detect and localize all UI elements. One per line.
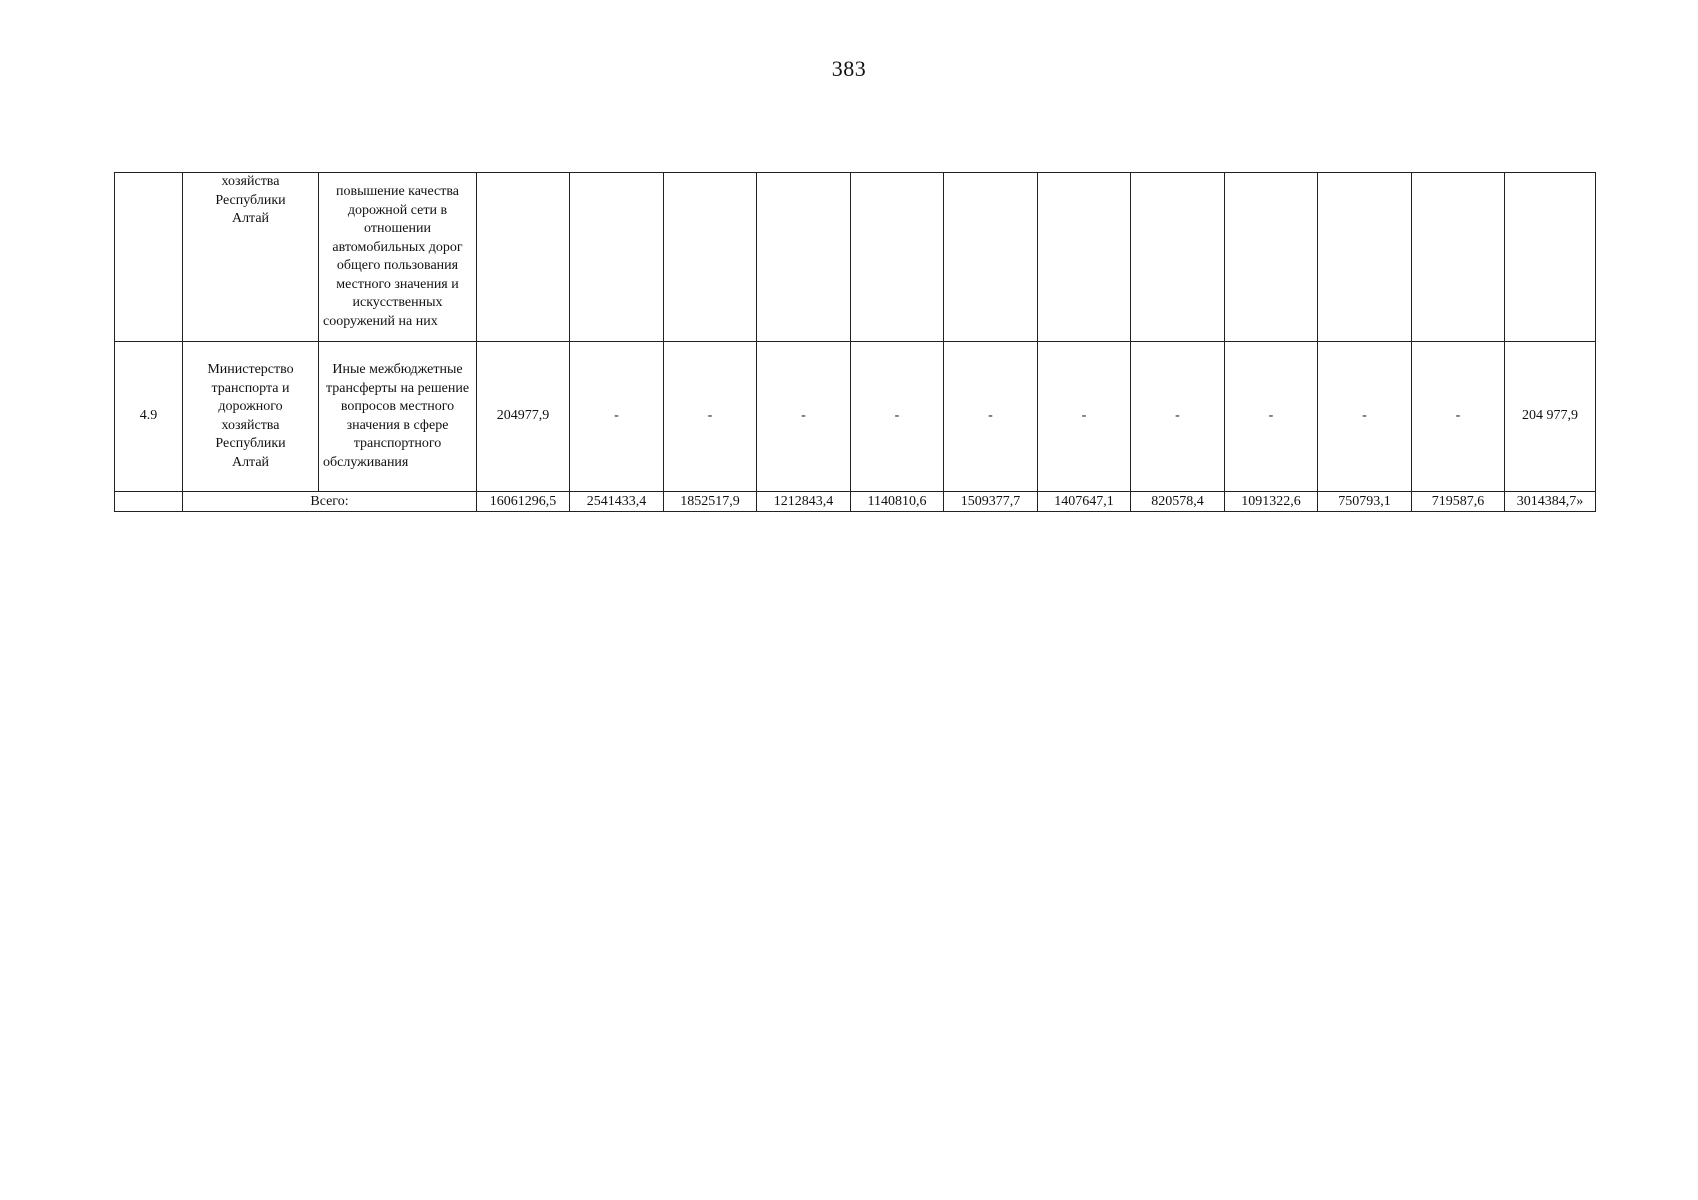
organization-line: Алтай — [231, 454, 270, 470]
value-cell: - — [757, 342, 851, 492]
value-cell — [477, 173, 570, 342]
table-row — [115, 342, 1596, 492]
total-value-cell: 1140810,6 — [851, 492, 944, 512]
description-cell: Иные межбюджетные трансферты на решение вопросов местного значения в сфере транспортного обслуживания — [319, 342, 477, 492]
value-cell — [1318, 173, 1412, 342]
total-value-cell: 820578,4 — [1131, 492, 1225, 512]
value-cell: - — [1038, 342, 1131, 492]
value-cell: - — [1131, 342, 1225, 492]
organization-cell — [183, 173, 319, 342]
page-number: 383 — [831, 56, 867, 81]
row-number-cell — [115, 492, 183, 512]
value-cell — [1038, 173, 1131, 342]
organization-cell — [183, 342, 319, 492]
organization-line: Министерство — [207, 362, 294, 377]
value-cell: - — [1318, 342, 1412, 492]
description-cell: повышение качества дорожной сети в отношении автомобильных дорог общего пользования местного значения и искусственных сооружений на них — [319, 173, 477, 342]
value-cell: 204 977,9 — [1505, 342, 1596, 492]
table-row — [115, 173, 1596, 342]
organization-line: Республики — [215, 436, 286, 451]
row-number-cell — [115, 173, 183, 342]
value-cell — [570, 173, 664, 342]
value-cell: - — [944, 342, 1038, 492]
value-cell — [1505, 173, 1596, 342]
value-cell — [1412, 173, 1505, 342]
total-value-cell: 1091322,6 — [1225, 492, 1318, 512]
value-cell — [664, 173, 757, 342]
total-value-cell: 3014384,7» — [1505, 492, 1596, 512]
total-value-cell: 1212843,4 — [757, 492, 851, 512]
total-label: Всего: — [183, 492, 477, 512]
total-value-cell: 2541433,4 — [570, 492, 664, 512]
organization-line: хозяйства — [221, 417, 280, 433]
organization-line: Алтай — [231, 211, 270, 226]
value-cell: - — [1412, 342, 1505, 492]
organization-line: Республики — [215, 192, 286, 208]
total-value-cell: 750793,1 — [1318, 492, 1412, 512]
total-value-cell: 719587,6 — [1412, 492, 1505, 512]
organization-line: хозяйства — [221, 174, 280, 189]
total-row — [115, 492, 1596, 512]
value-cell: - — [851, 342, 944, 492]
value-cell: 204977,9 — [477, 342, 570, 492]
total-value-cell: 1407647,1 — [1038, 492, 1131, 512]
value-cell: - — [664, 342, 757, 492]
value-cell — [944, 173, 1038, 342]
value-cell: - — [570, 342, 664, 492]
row-number-cell: 4.9 — [115, 342, 183, 492]
organization-line: дорожного — [218, 399, 283, 414]
value-cell — [757, 173, 851, 342]
organization-line: транспорта и — [211, 380, 290, 396]
total-value-cell: 1852517,9 — [664, 492, 757, 512]
total-value-cell: 16061296,5 — [477, 492, 570, 512]
value-cell — [1131, 173, 1225, 342]
value-cell — [851, 173, 944, 342]
value-cell — [1225, 173, 1318, 342]
value-cell: - — [1225, 342, 1318, 492]
budget-table — [114, 172, 1596, 512]
total-value-cell: 1509377,7 — [944, 492, 1038, 512]
